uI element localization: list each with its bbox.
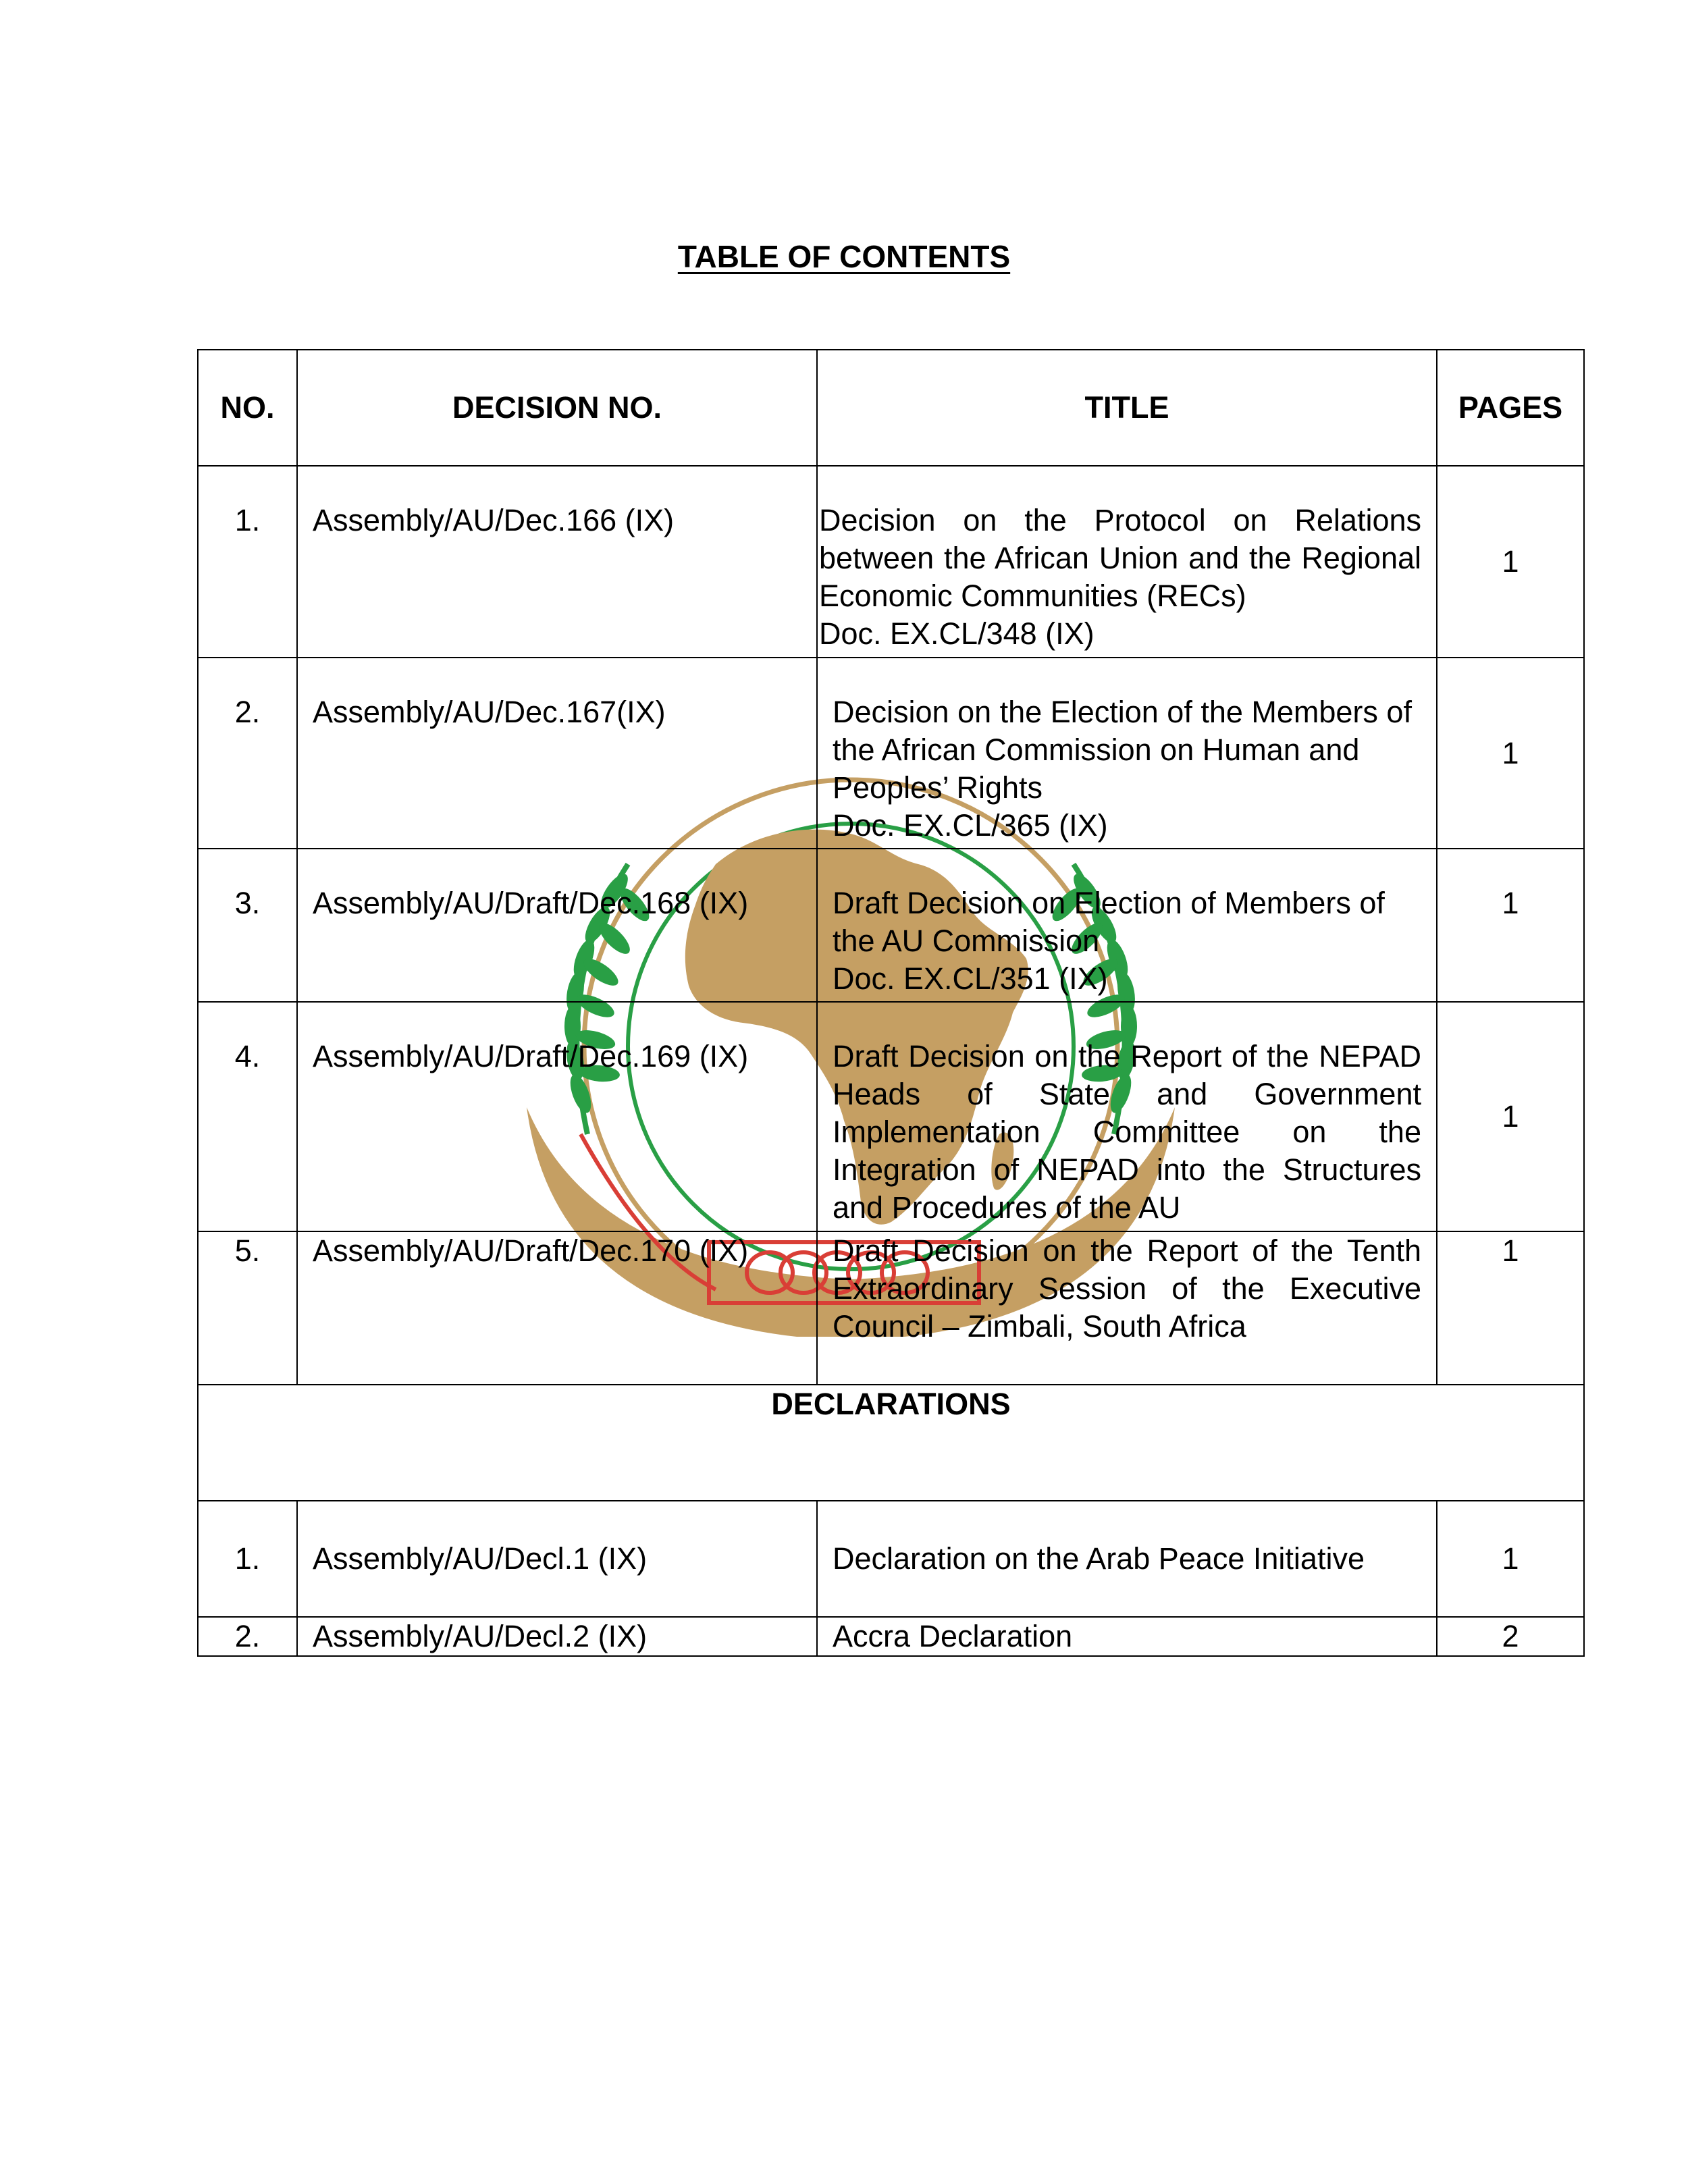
- row-doc-ref: Doc. EX.CL/365 (IX): [833, 808, 1108, 843]
- row-title: Declaration on the Arab Peace Initiative: [817, 1501, 1437, 1617]
- row-title-cell: [817, 1002, 1437, 1231]
- table-row: [198, 1617, 1584, 1656]
- row-decision-no: Assembly/AU/Dec.167(IX): [297, 658, 817, 849]
- row-no: 1.: [198, 466, 297, 658]
- row-pages: 1: [1437, 1231, 1584, 1385]
- row-no: 2.: [198, 658, 297, 849]
- row-pages: 1: [1437, 466, 1584, 658]
- table-row: [198, 658, 1584, 849]
- row-no: 3.: [198, 849, 297, 1002]
- row-title: Draft Decision on the Report of the Tenth Extraordinary Session of the Executive Council – Zimbali, South Africa: [833, 1233, 1421, 1343]
- row-title: Draft Decision on Election of Members of the AU Commission: [833, 886, 1385, 958]
- header-no: NO.: [198, 350, 297, 466]
- row-pages: 1: [1437, 1501, 1584, 1617]
- row-title-cell: [817, 466, 1437, 658]
- row-no: 5.: [198, 1231, 297, 1385]
- table-header-row: [198, 350, 1584, 466]
- row-title: Accra Declaration: [817, 1617, 1437, 1656]
- row-title-cell: [817, 849, 1437, 1002]
- row-decision-no: Assembly/AU/Decl.2 (IX): [297, 1617, 817, 1656]
- row-no: 2.: [198, 1617, 297, 1656]
- table-row: [198, 1501, 1584, 1617]
- row-decision-no: Assembly/AU/Draft/Dec.169 (IX): [297, 1002, 817, 1231]
- row-pages: 1: [1437, 1002, 1584, 1231]
- declarations-heading-row: [198, 1385, 1584, 1501]
- row-pages: 2: [1437, 1617, 1584, 1656]
- row-decision-no: Assembly/AU/Draft/Dec.170 (IX): [297, 1231, 817, 1385]
- table-row: [198, 1002, 1584, 1231]
- page-title: TABLE OF CONTENTS: [677, 239, 1011, 274]
- row-title: Draft Decision on the Report of the NEPAD Heads of State and Government Implementation Committee on the Integration of NEPAD into the Structures and Procedures of the AU: [833, 1039, 1421, 1225]
- row-pages: 1: [1437, 849, 1584, 1002]
- row-pages: 1: [1437, 658, 1584, 849]
- table-row: [198, 849, 1584, 1002]
- table-row: [198, 466, 1584, 658]
- row-doc-ref: Doc. EX.CL/351 (IX): [833, 961, 1108, 996]
- row-doc-ref: Doc. EX.CL/348 (IX): [819, 616, 1094, 651]
- header-decision-no: DECISION NO.: [297, 350, 817, 466]
- declarations-heading: DECLARATIONS: [198, 1385, 1584, 1501]
- row-title-cell: [817, 1231, 1437, 1385]
- header-pages: PAGES: [1437, 350, 1584, 466]
- row-title: Decision on the Protocol on Relations between the African Union and the Regional Economic Communities (RECs): [819, 503, 1421, 613]
- row-no: 4.: [198, 1002, 297, 1231]
- row-no: 1.: [198, 1501, 297, 1617]
- table-of-contents: [197, 349, 1585, 1657]
- row-decision-no: Assembly/AU/Decl.1 (IX): [297, 1501, 817, 1617]
- row-decision-no: Assembly/AU/Draft/Dec.168 (IX): [297, 849, 817, 1002]
- header-title: TITLE: [817, 350, 1437, 466]
- row-decision-no: Assembly/AU/Dec.166 (IX): [297, 466, 817, 658]
- row-title: Decision on the Election of the Members of the African Commission on Human and Peoples’ Rights: [833, 695, 1412, 805]
- row-title-cell: [817, 658, 1437, 849]
- table-row: [198, 1231, 1584, 1385]
